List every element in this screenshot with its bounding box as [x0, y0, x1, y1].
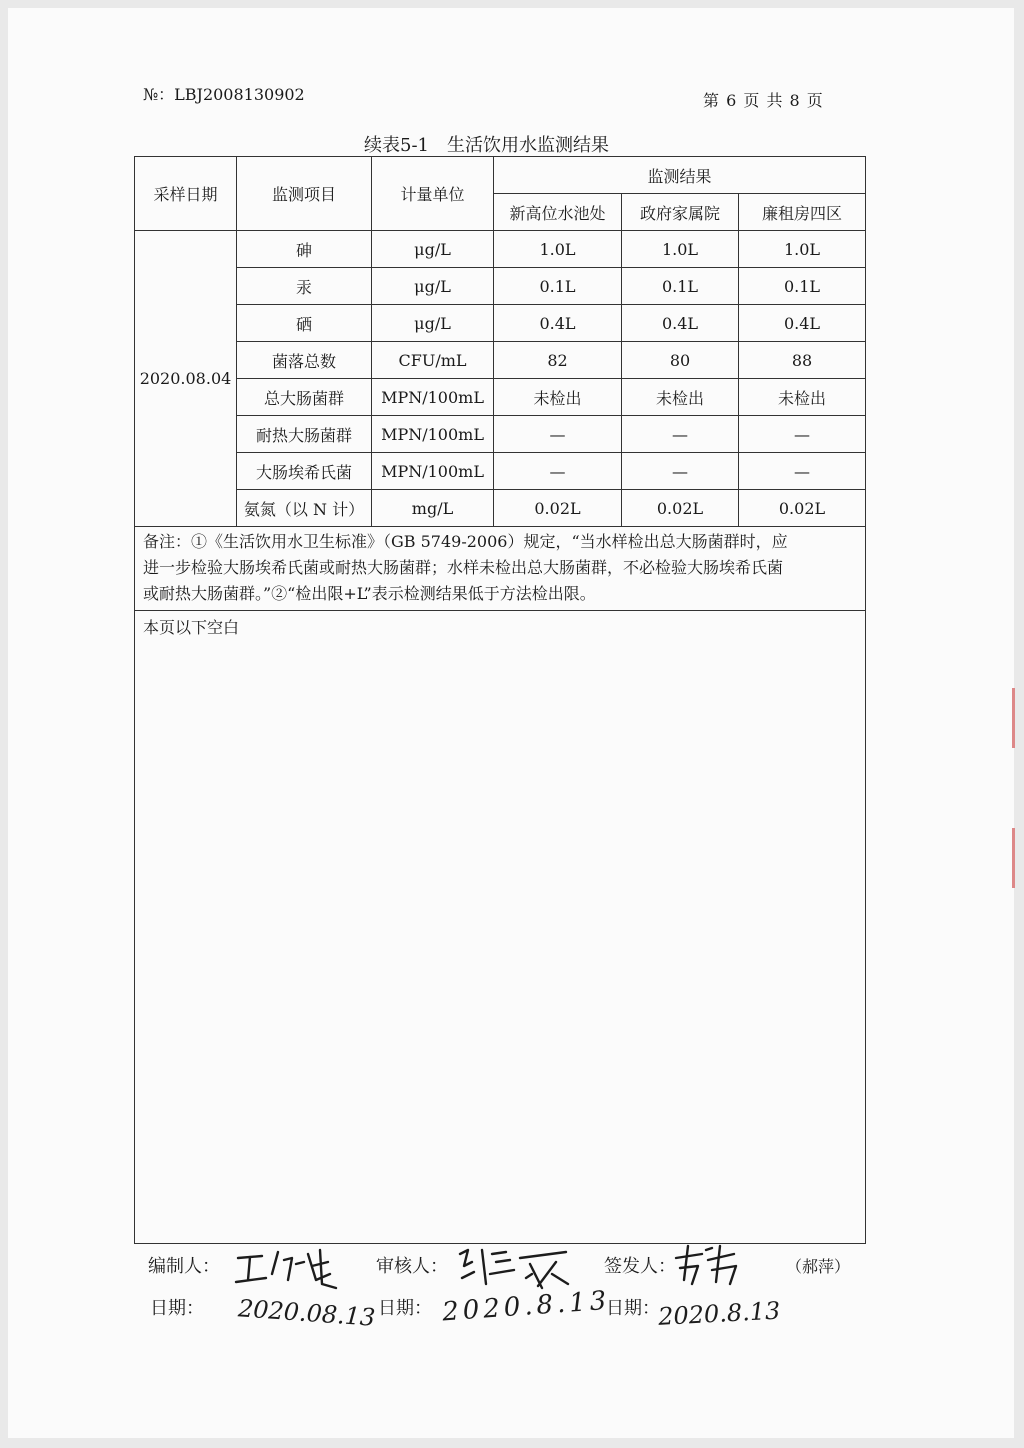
table-row	[135, 490, 866, 527]
item-cell: 菌落总数	[237, 342, 372, 379]
remark-line: 进一步检验大肠埃希氏菌或耐热大肠菌群；水样未检出总大肠菌群，不必检验大肠埃希氏菌	[143, 558, 784, 577]
svg-text:2020.8.13: 2020.8.13	[657, 1296, 781, 1331]
page-indicator: 第 6 页 共 8 页	[703, 91, 824, 110]
compiler-date-label: 日期：	[150, 1298, 204, 1319]
reviewer-label: 审核人：	[376, 1256, 448, 1277]
item-cell: 大肠埃希氏菌	[237, 453, 372, 490]
unit-cell: MPN/100mL	[372, 453, 494, 490]
header-monitoring-item: 监测项目	[237, 157, 372, 231]
unit-cell: MPN/100mL	[372, 416, 494, 453]
value-cell: 未检出	[494, 379, 622, 416]
reviewer-date-label: 日期：	[378, 1298, 432, 1319]
header-site-3: 廉租房四区	[739, 194, 866, 231]
value-cell: —	[739, 453, 866, 490]
header-row	[135, 157, 866, 194]
value-cell: 未检出	[622, 379, 739, 416]
unit-cell: μg/L	[372, 305, 494, 342]
issuer-label: 签发人：	[604, 1256, 676, 1277]
remark-line: 备注：①《生活饮用水卫生标准》（GB 5749-2006）规定，“当水样检出总大肠菌群时，应	[143, 532, 788, 551]
value-cell: 1.0L	[494, 231, 622, 268]
value-cell: 0.1L	[739, 268, 866, 305]
blank-remainder-cell: 本页以下空白	[135, 611, 866, 1244]
sample-date-cell: 2020.08.04	[135, 231, 237, 527]
note-row	[135, 527, 866, 611]
unit-cell: MPN/100mL	[372, 379, 494, 416]
value-cell: —	[494, 453, 622, 490]
item-cell: 氨氮（以 N 计）	[237, 490, 372, 527]
value-cell: 88	[739, 342, 866, 379]
edge-stamp-mark	[1012, 688, 1015, 748]
unit-cell: μg/L	[372, 268, 494, 305]
value-cell: 0.4L	[494, 305, 622, 342]
item-cell: 总大肠菌群	[237, 379, 372, 416]
issuer-date-label: 日期：	[606, 1298, 660, 1319]
value-cell: 0.4L	[622, 305, 739, 342]
value-cell: 1.0L	[622, 231, 739, 268]
compiler-label: 编制人：	[148, 1256, 220, 1277]
value-cell: 0.1L	[494, 268, 622, 305]
blank-row	[135, 611, 866, 1244]
item-cell: 硒	[237, 305, 372, 342]
value-cell: 82	[494, 342, 622, 379]
unit-cell: mg/L	[372, 490, 494, 527]
value-cell: 0.02L	[739, 490, 866, 527]
unit-cell: CFU/mL	[372, 342, 494, 379]
value-cell: 0.02L	[622, 490, 739, 527]
remark-line: 或耐热大肠菌群。”②“检出限+L”表示检测结果低于方法检出限。	[143, 584, 596, 603]
item-cell: 耐热大肠菌群	[237, 416, 372, 453]
table-row	[135, 342, 866, 379]
issuer-handwritten-date	[654, 1290, 781, 1334]
table-name: 生活饮用水监测结果	[447, 135, 609, 156]
value-cell: 0.4L	[739, 305, 866, 342]
value-cell: 80	[622, 342, 739, 379]
value-cell: —	[494, 416, 622, 453]
issuer-signature	[672, 1240, 742, 1290]
table-row	[135, 305, 866, 342]
table-row	[135, 379, 866, 416]
value-cell: —	[739, 416, 866, 453]
compiler-handwritten-date	[232, 1290, 377, 1334]
item-cell: 汞	[237, 268, 372, 305]
table-row	[135, 453, 866, 490]
item-cell: 砷	[237, 231, 372, 268]
remarks-cell	[135, 527, 866, 611]
unit-cell: μg/L	[372, 231, 494, 268]
table-number: 续表5-1	[364, 135, 429, 156]
header-sample-date: 采样日期	[135, 157, 237, 231]
value-cell: 1.0L	[739, 231, 866, 268]
value-cell: —	[622, 416, 739, 453]
value-cell: 0.02L	[494, 490, 622, 527]
table-row	[135, 231, 866, 268]
value-cell: —	[622, 453, 739, 490]
table-title	[364, 131, 609, 157]
header-site-2: 政府家属院	[622, 194, 739, 231]
header-site-1: 新高位水池处	[494, 194, 622, 231]
table-row	[135, 416, 866, 453]
svg-text:2020.08.13: 2020.08.13	[237, 1294, 377, 1332]
monitoring-results-table	[134, 156, 866, 1244]
edge-stamp-mark	[1012, 828, 1015, 888]
value-cell: 未检出	[739, 379, 866, 416]
issuer-printed-name: （郝萍）	[786, 1257, 851, 1276]
reviewer-handwritten-date	[436, 1284, 612, 1328]
header-results: 监测结果	[494, 157, 866, 194]
report-number: №：LBJ2008130902	[143, 85, 305, 104]
value-cell: 0.1L	[622, 268, 739, 305]
header-unit: 计量单位	[372, 157, 494, 231]
table-row	[135, 268, 866, 305]
compiler-signature	[232, 1244, 342, 1294]
svg-text:2020.8.13: 2020.8.13	[441, 1285, 612, 1328]
